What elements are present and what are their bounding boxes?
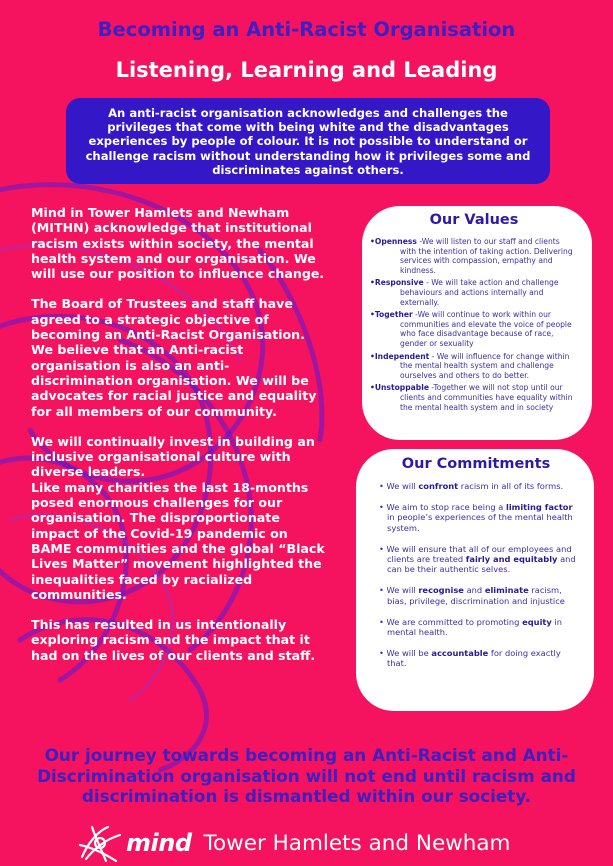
commitment-emphasis: limiting factor	[505, 502, 573, 513]
page-subtitle: Listening, Learning and Leading	[115, 58, 498, 82]
commitment-emphasis: confront	[418, 481, 459, 491]
value-text: - We will influence for change within the mental health system and challenge ourselves and others to do better.	[400, 351, 570, 380]
value-bullet: •	[370, 383, 375, 393]
values-card	[362, 206, 592, 440]
value-text: - We will take action and challenge behaviours and actions internally and externally.	[400, 278, 559, 307]
commitments-heading: Our Commitments	[401, 456, 551, 472]
paragraph-acknowledgement: Mind in Tower Hamlets and Newham (MITHN) acknowledge that institutional racism exists within society, the mental health system and our organisation. We will use our position to influence change.	[31, 205, 325, 282]
commitment-item	[370, 544, 582, 575]
page-title: Becoming an Anti-Racist Organisation	[97, 18, 516, 41]
commitment-item	[370, 617, 582, 637]
commitment-text: in mental health.	[387, 616, 562, 638]
commitment-emphasis: recognise	[418, 585, 464, 596]
commitment-text: • We aim to stop race being a	[379, 502, 506, 513]
commitment-text: • We will	[379, 481, 419, 491]
value-item-together	[370, 310, 578, 348]
intro-box: An anti-racist organisation acknowledges and challenges the privileges that come with being white and the disadvantages experiences by people of colour. It is not possible to understand or challenge racism without understanding how it privileges some and discriminates against others.	[66, 98, 550, 184]
commitment-text: • We will be	[379, 648, 432, 659]
commitment-item	[370, 502, 582, 533]
left-column	[31, 205, 331, 678]
value-bullet: •	[370, 237, 375, 246]
commitment-emphasis: fairly and equitably	[465, 554, 558, 565]
commitment-text: racism in all of its forms.	[458, 481, 564, 491]
value-bullet: •	[370, 278, 375, 288]
value-item-independent	[370, 352, 578, 381]
value-item-responsive	[370, 278, 578, 307]
footer-logo	[78, 820, 558, 866]
commitment-text: • We are committed to promoting	[379, 616, 523, 627]
commitment-item	[370, 481, 582, 491]
value-text: -Together we will not stop until our clients and communities have equality within the mental health system and in society	[400, 383, 573, 412]
commitment-text: for doing exactly that.	[387, 648, 561, 669]
value-item-openness	[370, 237, 578, 275]
commitment-item	[370, 585, 582, 605]
value-bullet: •	[370, 310, 375, 320]
commitment-text: in people’s experiences of the mental health system.	[387, 512, 573, 533]
commitment-emphasis: eliminate	[484, 585, 529, 596]
closing-statement: Our journey towards becoming an Anti-Racist and Anti-Discrimination organisation will not end until racism and discrimination is dismantled within our society.	[37, 745, 576, 806]
value-item-unstoppable	[370, 383, 578, 412]
values-heading: Our Values	[429, 212, 519, 228]
commitment-text: and can be their authentic selves.	[387, 554, 576, 575]
paragraph-invest: We will continually invest in building an inclusive organisational culture with diverse leaders.	[31, 433, 315, 480]
commitment-text: racism, bias, privilege, discrimination and injustice	[387, 585, 565, 606]
organisation-name: Tower Hamlets and Newham	[203, 830, 511, 856]
value-text: -We will continue to work within our communities and elevate the voice of people who face disadvantage because of race, gender or sexuality	[400, 310, 572, 348]
mind-logo-icon	[78, 823, 124, 863]
paragraph-challenges: Like many charities the last 18-months posed enormous challenges for our organisation. The disproportionate impact of the Covid-19 pandemic on BAME communities and the global “Black Lives Matter” movement highlighted the inequalities faced by racialized communities.	[31, 479, 325, 602]
value-term: Together	[374, 310, 413, 320]
commitment-emphasis: accountable	[431, 648, 489, 659]
paragraph-result: This has resulted in us intentionally exploring racism and the impact that it had on the lives of our clients and staff.	[31, 617, 316, 663]
commitment-text: • We will ensure that all of our employees and clients are treated	[379, 543, 572, 565]
commitment-item	[370, 648, 582, 668]
value-term: Independent	[374, 351, 430, 361]
value-term: Responsive	[374, 278, 424, 288]
value-bullet: •	[370, 351, 375, 361]
commitments-card	[356, 449, 594, 711]
value-term: Openness	[374, 237, 417, 246]
values-list	[370, 237, 578, 412]
commitments-list	[370, 481, 582, 669]
logo-wordmark: mind	[126, 829, 192, 857]
commitment-text: and	[463, 585, 485, 596]
commitment-text: • We will	[379, 585, 419, 596]
commitment-emphasis: equity	[522, 616, 552, 627]
value-text: -We will listen to our staff and clients with the intention of taking action. Delivering services with compassion, empathy and kindness.	[400, 237, 573, 275]
paragraph-strategic-objective: The Board of Trustees and staff have agreed to a strategic objective of becoming an Anti-Racist Organisation. We believe that an Anti-racist organisation is also an anti-discrimination organisation. We will be advocates for racial justice and equality for all members of our community.	[31, 296, 317, 419]
value-term: Unstoppable	[374, 383, 429, 393]
